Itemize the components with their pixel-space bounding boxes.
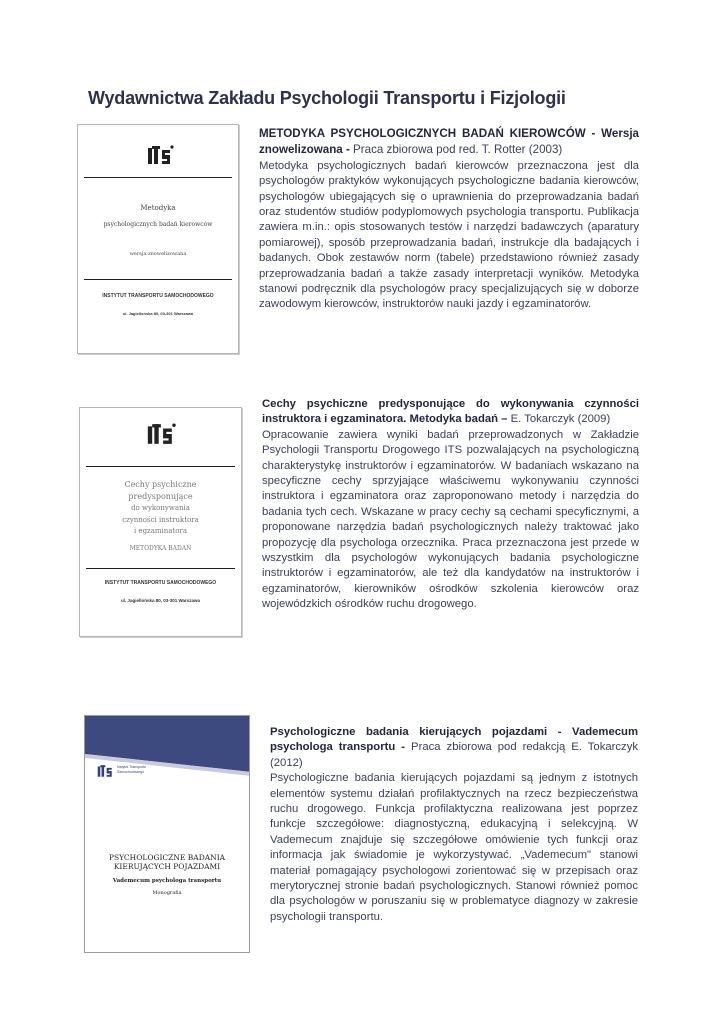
book-cover-cechy — [79, 407, 242, 637]
book-authors: E. Tokarczyk (2009) — [507, 413, 611, 426]
cover-line-6: METODYKA BADAŃ — [129, 545, 192, 552]
cover-band-graphic — [85, 716, 250, 796]
book-description-metodyka — [259, 126, 639, 313]
cover-top-rule — [84, 177, 232, 178]
cover-line-1: Metodyka — [140, 204, 176, 212]
cover-mid-rule — [86, 568, 235, 569]
book-title: METODYKA PSYCHOLOGICZNYCH BADAŃ KIEROWCÓW - Wersja znowelizowana - — [259, 127, 639, 157]
book-authors: Praca zbiorowa pod redakcją E. Tokarczyk (2012) — [270, 741, 638, 769]
cover-institute: INSTYTUT TRANSPORTU SAMOCHODOWEGO — [102, 293, 214, 299]
its-logo-icon — [146, 422, 178, 451]
book-summary: Psychologiczne badania kierujących pojazdami są jednym z istotnych elementów systemu działań profilaktycznych na rzecz bezpieczeństwa ruchu drogowego. Funkcja profilaktyczna realizowana jest poprzez funkcje szczegółowe: diagnostyczną, edukacyjną i selekcyjną. W Vademecum znajduje się szczegółowe omówienie tych funkcji oraz informacja jak świadomie je wykorzystywać. „Vademecum" stanowi materiał pomagający psychologowi zorientować się w przepisach oraz merytorycznej stronie badań psychologicznych. Stanowi również pomoc dla psychologów w poruszaniu się w problematyce diagnozy w zakresie psychologii transportu. — [270, 772, 638, 923]
book-cover-vademecum — [84, 715, 250, 953]
book-summary: Metodyka psychologicznych badań kierowców przeznaczona jest dla psychologów praktyków wykonujących psychologiczne badania kierowców, psychologów ubiegających się o uprawnienia do przeprowadzania badań oraz studentów studiów podyplomowych psychologia transportu. Publikacja zawiera m.in.: opis stosowanych testów i narzędzi badawczych (aparatury pomiarowej), sposób przeprowadzania badań, instrukcje dla badających i badanych. Obok zestawów norm (tabele) przedstawiono również zasady przeprowadzania badań a także zasady interpretacji wyników. Metodyka stanowi podręcznik dla psychologów pracy specjalizujących się w doborze zawodowym kierowców, instruktorów nauki jazdy i egzaminatorów. — [259, 159, 639, 311]
cover-line-4: czynności instruktora — [122, 516, 199, 524]
cover-institute: INSTYTUT TRANSPORTU SAMOCHODOWEGO — [104, 580, 217, 586]
cover-mid-rule — [84, 279, 232, 280]
cover-address: ul. Jagiellońska 80, 03-301 Warszawa — [120, 598, 201, 603]
cover-line-3: Vademecum psychologa transportu — [112, 878, 222, 884]
its-logo-icon — [147, 144, 175, 171]
book-description-vademecum — [270, 725, 638, 925]
book-authors: Praca zbiorowa pod red. T. Rotter (2003) — [349, 143, 563, 157]
cover-line-1: PSYCHOLOGICZNE BADANIA — [108, 853, 226, 862]
book-description-cechy — [262, 397, 639, 613]
cover-line-5: i egzaminatora — [133, 527, 188, 535]
cover-top-rule — [86, 466, 235, 467]
book-cover-metodyka — [77, 124, 239, 354]
cover-address: ul. Jagiellońska 80, 03-301 Warszawa — [122, 311, 194, 316]
its-logo-icon — [97, 764, 115, 783]
cover-line-3: do wykonywania — [131, 504, 190, 512]
page-title: Wydawnictwa Zakładu Psychologii Transportu i Fizjologii — [88, 88, 566, 108]
cover-line-2: predysponujące — [128, 492, 193, 501]
cover-line-1: Cechy psychiczne — [124, 480, 197, 489]
cover-logo-caption: Instytut Transportu Samochodowego — [117, 765, 146, 774]
book-title: Psychologiczne badania kierujących pojazdami - Vademecum psychologa transportu - — [270, 726, 638, 754]
book-title: Cechy psychiczne predysponujące do wykonywania czynności instruktora i egzaminatora. Metodyka badań – — [262, 398, 639, 426]
cover-line-2: psychologicznych badań kierowców — [103, 221, 213, 228]
cover-line-4: Monografia — [152, 890, 182, 896]
book-summary: Opracowanie zawiera wyniki badań przeprowadzonych w Zakładzie Psychologii Transportu Drogowego ITS pozwalających na psychologiczną charakterystykę instruktorów i egzaminatorów. W badaniach wskazano na specyficzne cechy sprzyjające właściwemu wykonywaniu czynności instruktora i egzaminatora oraz zaproponowano metody i narzędzia do badania tych cech. Wskazane w pracy cechy są cechami specyficznymi, a proponowane narzędzia badań psychologicznych należy traktować jako propozycję dla psychologa orzecznika. Praca przeznaczona jest przede w wszystkim dla psychologów wykonujących badania psychologiczne instruktorów i egzaminatorów, ale też dla kandydatów na instruktorów i egzaminatorów, kierowników ośrodków szkolenia kierowców oraz wojewódzkich ośrodków ruchu drogowego. — [262, 428, 639, 611]
cover-line-2: KIERUJĄCYCH POJAZDAMI — [113, 862, 221, 871]
cover-line-3: wersja znowelizowana — [129, 251, 187, 257]
